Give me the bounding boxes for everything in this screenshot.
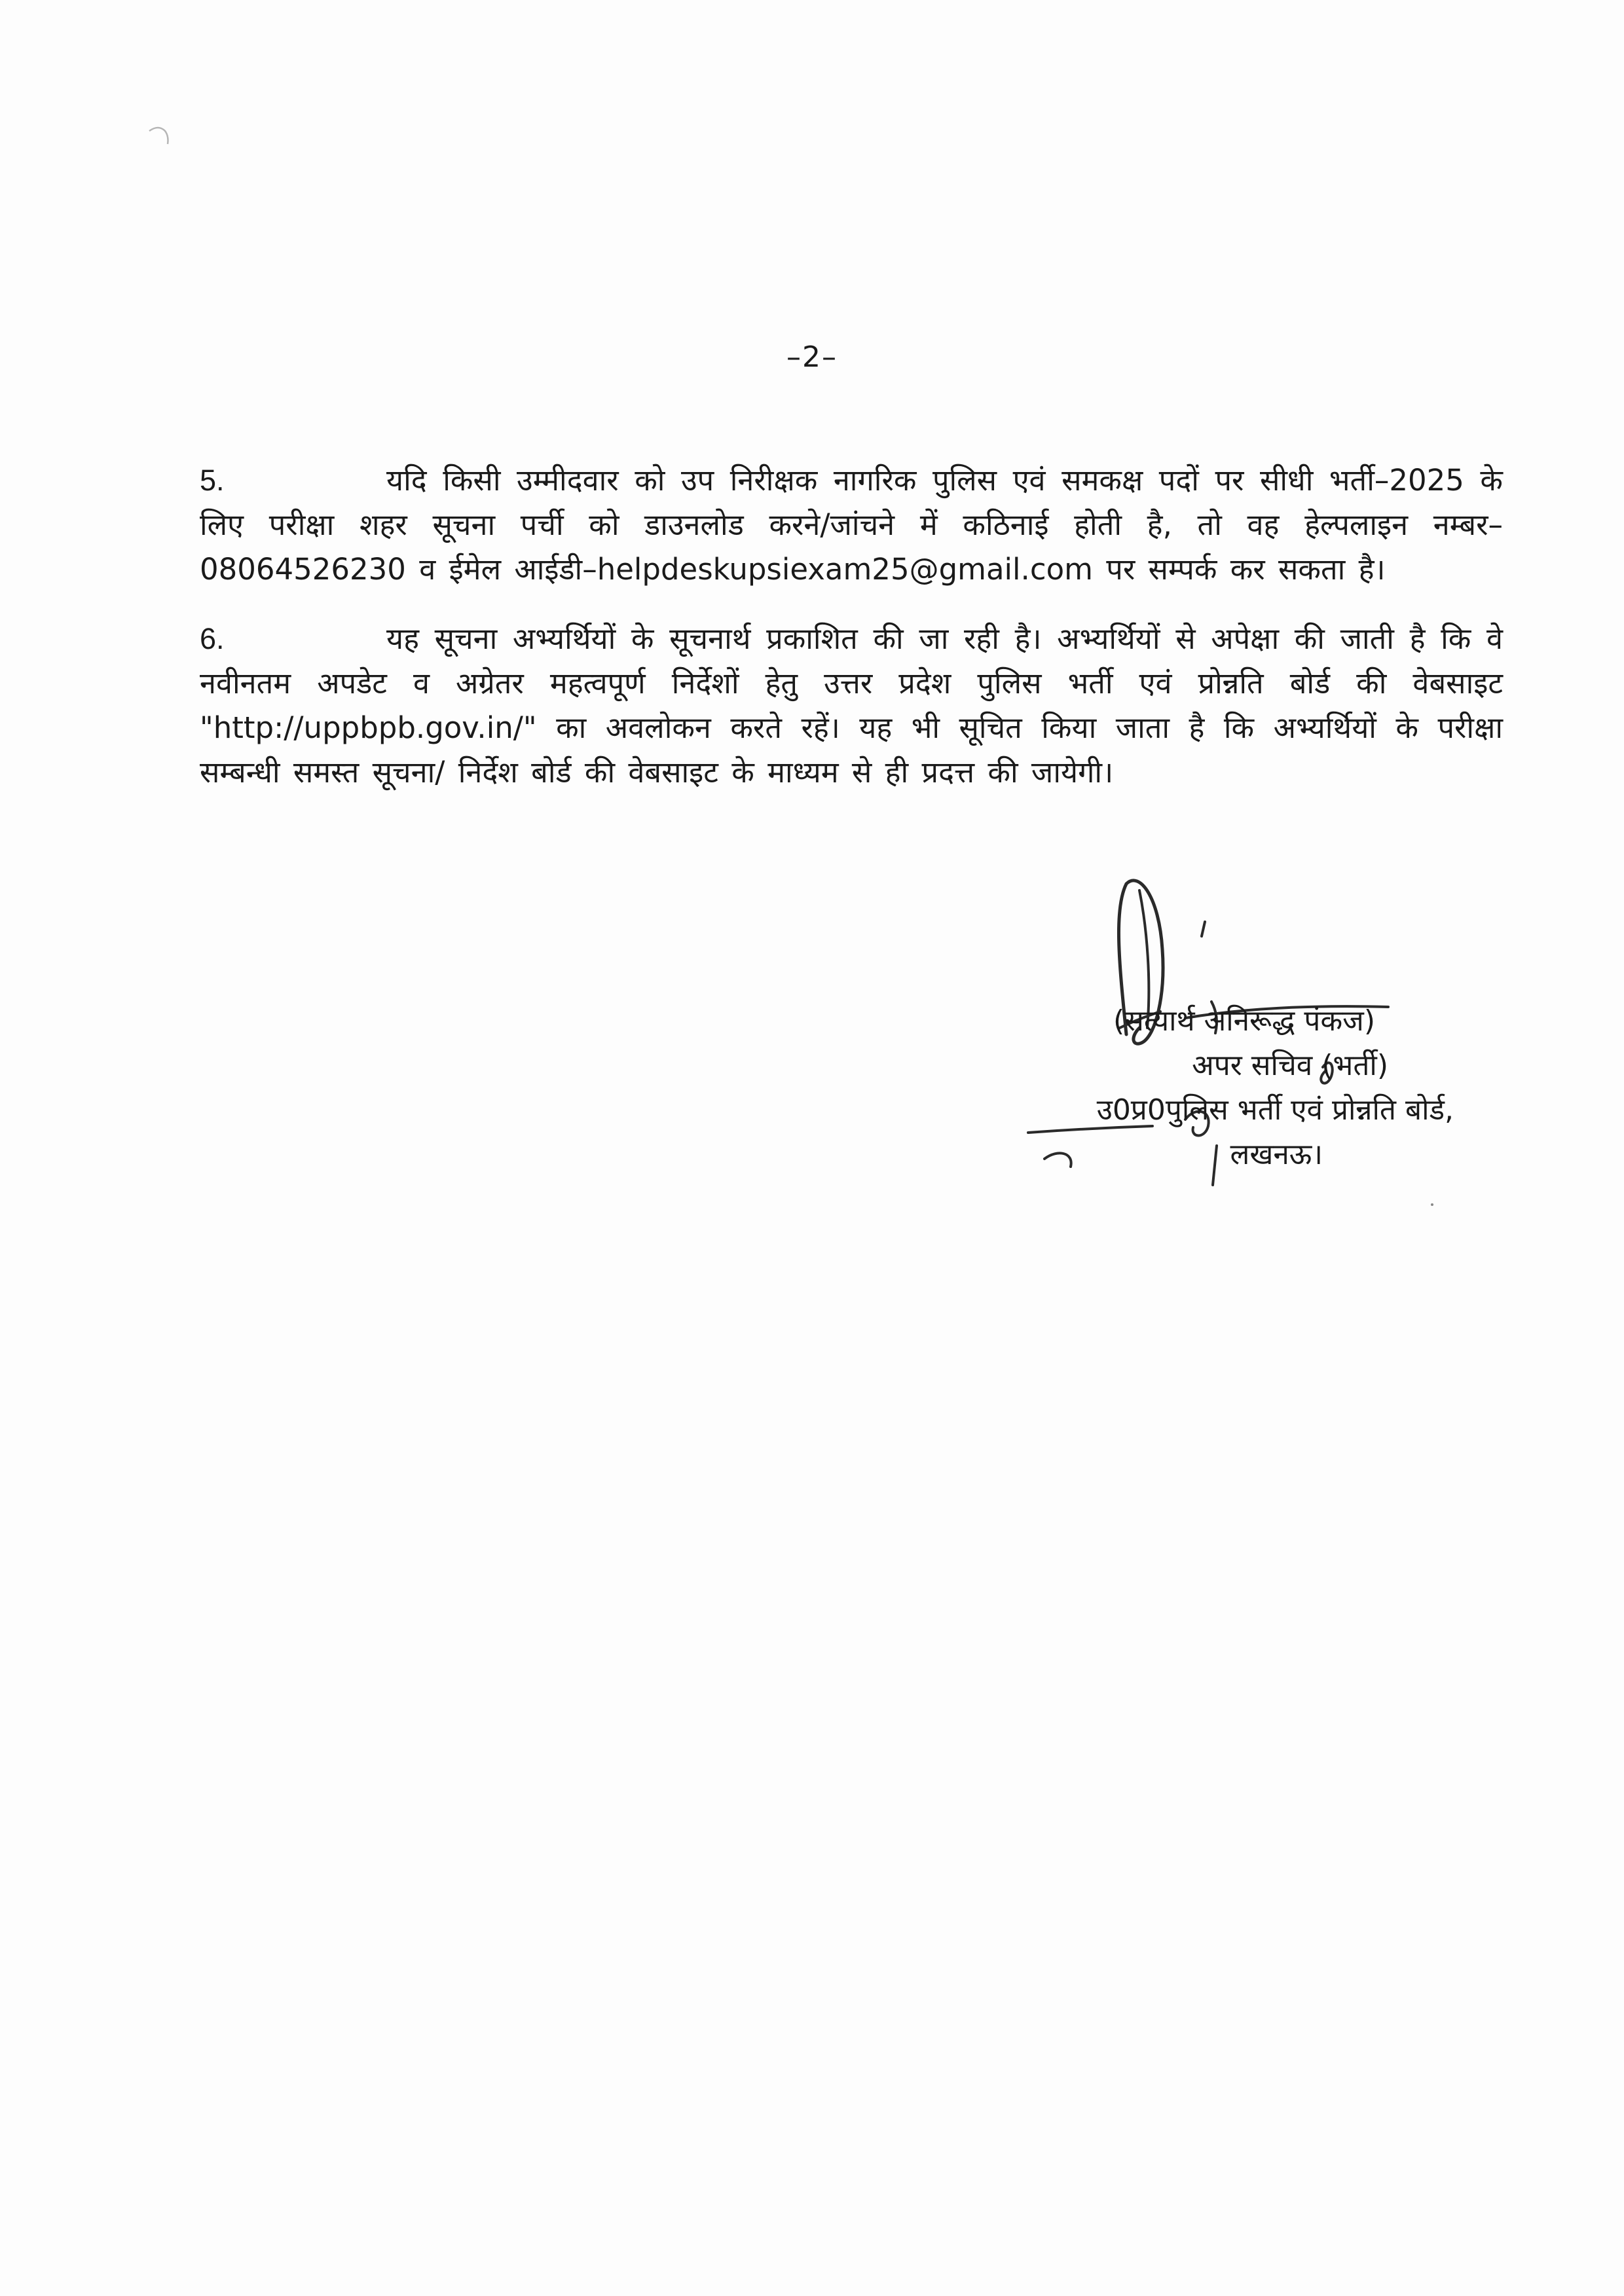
signatory-organization: उ0प्र0पुलिस भर्ती एवं प्रोन्नति बोर्ड, — [1096, 1093, 1454, 1127]
signature-block — [904, 871, 1480, 1211]
signatory-name: (सत्यार्थ अनिरूद्ध पंकज) — [1113, 1004, 1375, 1038]
signatory-city: लखनऊ। — [1230, 1138, 1323, 1171]
punch-hole-mark — [145, 124, 172, 151]
paragraph-6 — [200, 617, 1503, 795]
paragraph-text: यदि किसी उम्मीदवार को उप निरीक्षक नागरिक पुलिस एवं समकक्ष पदों पर सीधी भर्ती–2025 के लिए परीक्षा शहर सूचना पर्ची को डाउनलोड करने/जांचने में कठिनाई होती है, तो वह हेल्पलाइन नम्बर–08064526230 व ईमेल आईडी–helpdeskupsiexam25@gmail.com पर सम्पर्क कर सकता है। — [200, 463, 1503, 587]
page-number: –2– — [786, 340, 838, 374]
paragraph-number: 6. — [200, 622, 225, 655]
scan-speck — [1431, 1203, 1433, 1206]
paragraph-text: यह सूचना अभ्यर्थियों के सूचनार्थ प्रकाशित की जा रही है। अभ्यर्थियों से अपेक्षा की जाती है कि वे नवीनतम अपडेट व अग्रेतर महत्वपूर्ण निर्देशों हेतु उत्तर प्रदेश पुलिस भर्ती एवं प्रोन्नति बोर्ड की वेबसाइट "http://uppbpb.gov.in/" का अवलोकन करते रहें। यह भी सूचित किया जाता है कि अभ्यर्थियों के परीक्षा सम्बन्धी समस्त सूचना/ निर्देश बोर्ड की वेबसाइट के माध्यम से ही प्रदत्त की जायेगी। — [200, 621, 1503, 790]
document-body — [200, 458, 1503, 820]
signatory-designation: अपर सचिव (भर्ती) — [1192, 1049, 1388, 1082]
handwritten-signature — [904, 871, 1480, 1211]
paragraph-number: 5. — [200, 464, 225, 497]
paragraph-5 — [200, 458, 1503, 592]
